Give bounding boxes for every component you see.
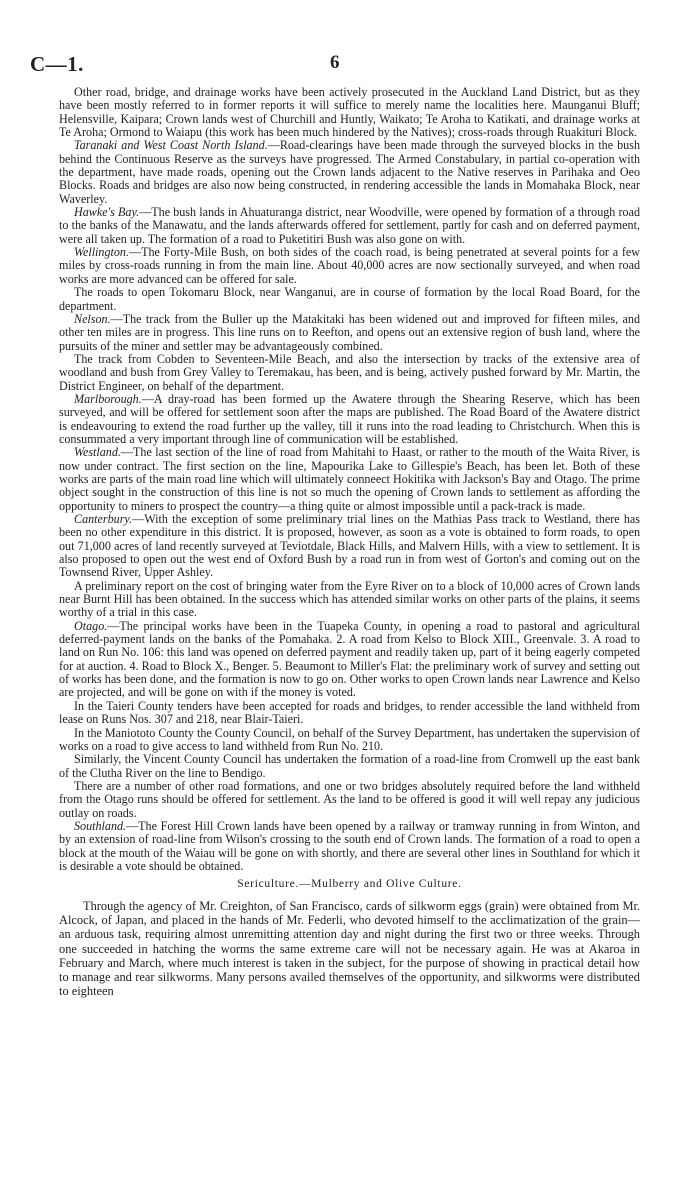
paragraph	[59, 246, 640, 286]
paragraph-text: —Road-clearings have been made through the surveyed blocks in the bush behind the Continuous Reserve as the surveys have progressed. The Armed Constabulary, in partial co-operation with the department, have made roads, opening out the Crown lands adjacent to the Native reserves in Parihaka and Oeo Blocks. Roads and bridges are also now being constructed, in rendering accessible the lands in Momahaka Block, near Waverley.	[59, 138, 640, 206]
paragraph-text: A preliminary report on the cost of bringing water from the Eyre River on to a block of 10,000 acres of Crown lands near Burnt Hill has been obtained. In the success which has attended similar works on other parts of the plains, it seems worthy of a trial in this case.	[59, 578, 640, 620]
district-name: Canterbury.	[74, 512, 133, 526]
district-name: Taranaki and West Coast North Island.	[74, 138, 268, 153]
paragraph-text: There are a number of other road formations, and one or two bridges absolutely required before the land withheld from the Otago runs should be offered for settlement. As the land to be offered is good it will well repay any judicious outlay on roads.	[59, 778, 640, 820]
paragraph	[59, 286, 640, 313]
report-body	[59, 86, 640, 999]
district-name: Marlborough.	[74, 391, 142, 406]
paragraph	[59, 513, 640, 580]
paragraph-text: —The Forty-Mile Bush, on both sides of the coach road, is being penetrated at several points for a few miles by cross-roads running in from the main line. About 40,000 acres are now sectionally surveyed, and when road works are more advanced can be offered for sale.	[59, 245, 640, 286]
section-heading: Sericulture.—Mulberry and Olive Culture.	[237, 878, 462, 891]
paragraph	[59, 580, 640, 620]
section-paragraph: Through the agency of Mr. Creighton, of San Francisco, cards of silkworm eggs (grain) were obtained from Mr. Alcock, of Japan, and placed in the hands of Mr. Federli, who devoted himself to the acclimatization of the grain—an arduous task, requiring almost unremitting attention day and night during the first two or three weeks. Through one succeeded in hatching the worms the same extreme care will not be necessary again. He was at Akaroa in February and March, where much interest is taken in the subject, for the purpose of showing in practical detail how to manage and rear silkworms. Many persons availed themselves of the opportunity, and silkworms were distributed to eighteen	[59, 898, 640, 999]
report-reference: C—1.	[30, 52, 84, 76]
district-name: Hawke's Bay.	[74, 205, 140, 220]
district-name: Otago.	[74, 618, 108, 633]
page-number: 6	[330, 52, 340, 73]
paragraph	[59, 313, 640, 353]
paragraph-text: —The last section of the line of road from Mahitahi to Haast, or rather to the mouth of the Waita River, is now under contract. The first section on the line, Mapourika Lake to Gillespie's Beach, has been let. Both of these works are parts of the main road line which will ultimately conneect Hokitika with Jackson's Bay and Otago. The prime object sought in the construction of this line is not so much the opening of Crown lands to settlement as affording the opportunity to miners to prospect the country—a thing quite or almost impossible until a pack-track is made.	[59, 445, 640, 513]
paragraph	[59, 620, 640, 700]
paragraph	[59, 393, 640, 446]
district-name: Southland.	[74, 818, 127, 833]
paragraph-text: —The principal works have been in the Tuapeka County, in opening a road to pastoral and agricultural deferred-payment lands on the banks of the Pomahaka. 2. A road from Kelso to Block XIII., Greenvale. 3. A road to land on Run No. 106: this land was opened on deferred payment and readily taken up, part of it being eagerly competed for at auction. 4. Road to Block X., Benger. 5. Beaumont to Miller's Flat: the preliminary work of survey and setting out of works has been done, and the formation is now to go on. Other works to open Crown lands near Lawrence and Kelso are projected, and will be gone on with if the money is voted.	[59, 618, 640, 700]
paragraph	[59, 446, 640, 513]
paragraph-text: —The track from the Buller up the Matakitaki has been widened out and improved for fifteen miles, and other ten miles are in progress. This line runs on to Reefton, and opens out an extensive region of bush land, where the pursuits of the miner and settler may be advantageously combined.	[59, 311, 640, 353]
paragraph-text: —With the exception of some preliminary trial lines on the Mathias Pass track to Westland, there has been no other expenditure in this district. It is proposed, however, as soon as a vote is obtained to form roads, to open out 71,000 acres of land recently surveyed at Teviotdale, Black Hills, and Malvern Hills, with a view to settlement. It is also proposed to open out the west end of Oxford Bush by a road run in from west of Gorton's and coming out on the Townsend River, Upper Ashley.	[59, 512, 640, 580]
paragraph-text: —A dray-road has been formed up the Awatere through the Shearing Reserve, which has been surveyed, and will be offered for settlement soon after the maps are published. The Road Board of the Awatere district is endeavouring to extend the road further up the valley, till it runs into the road leading to Christchurch. When this is consummated a very important through line of communication will be established.	[59, 391, 640, 446]
district-name: Wellington.	[74, 245, 129, 260]
paragraph-text: In the Taieri County tenders have been accepted for roads and bridges, to render accessible the land withheld from lease on Runs Nos. 307 and 218, near Blair-Taieri.	[59, 698, 640, 727]
paragraph	[59, 353, 640, 393]
paragraph	[59, 753, 640, 780]
paragraph-text: Other road, bridge, and drainage works have been actively prosecuted in the Auckland Land District, but as they have been mostly referred to in former reports it will suffice to merely name the localities here. Maunganui Bluff; Helensville, Kaipara; Crown lands west of Churchill and Huntly, Waikato; Te Aroha to Katikati, and drainage works at Te Aroha; Ormond to Waiapu (this work has been much hindered by the Natives); cross-roads through Ruakituri Block.	[59, 85, 640, 140]
paragraph	[59, 86, 640, 139]
paragraph-list	[59, 86, 640, 873]
paragraph-text: —The Forest Hill Crown lands have been opened by a railway or tramway running in from Winton, and by an extension of road-line from Wilson's crossing to the south end of Crown lands. The formation of a road to open a block at the mouth of the Waiau will be gone on with shortly, and there are several other lines in Southland for which it is desirable a vote should be obtained.	[59, 818, 640, 873]
district-name: Nelson.	[74, 311, 111, 326]
paragraph	[59, 139, 640, 206]
paragraph-text: The track from Cobden to Seventeen-Mile Beach, and also the intersection by tracks of the extensive area of woodland and bush from Grey Valley to Teremakau, has been, and is being, actively pushed forward by Mr. Martin, the District Engineer, on behalf of the department.	[59, 351, 640, 393]
paragraph-text: The roads to open Tokomaru Block, near Wanganui, are in course of formation by the local Road Board, for the department.	[59, 285, 640, 313]
paragraph	[59, 206, 640, 246]
paragraph-text: In the Maniototo County the County Council, on behalf of the Survey Department, has undertaken the supervision of works on a road to give access to land withheld from Run No. 210.	[59, 725, 640, 753]
paragraph	[59, 780, 640, 820]
paragraph	[59, 820, 640, 873]
paragraph	[59, 727, 640, 754]
district-name: Westland.	[74, 445, 121, 460]
paragraph-text: —The bush lands in Ahuaturanga district, near Woodville, were opened by formation of a through road to the banks of the Manawatu, and the lands afterwards offered for settlement, partly for cash and on deferred payment, were all taken up. The formation of a road to Puketitiri Bush was also gone on with.	[59, 205, 640, 246]
paragraph	[59, 700, 640, 727]
paragraph-text: Similarly, the Vincent County Council has undertaken the formation of a road-line from Cromwell up the east bank of the Clutha River on the line to Bendigo.	[59, 752, 640, 780]
section-paragraph-list	[59, 899, 640, 999]
